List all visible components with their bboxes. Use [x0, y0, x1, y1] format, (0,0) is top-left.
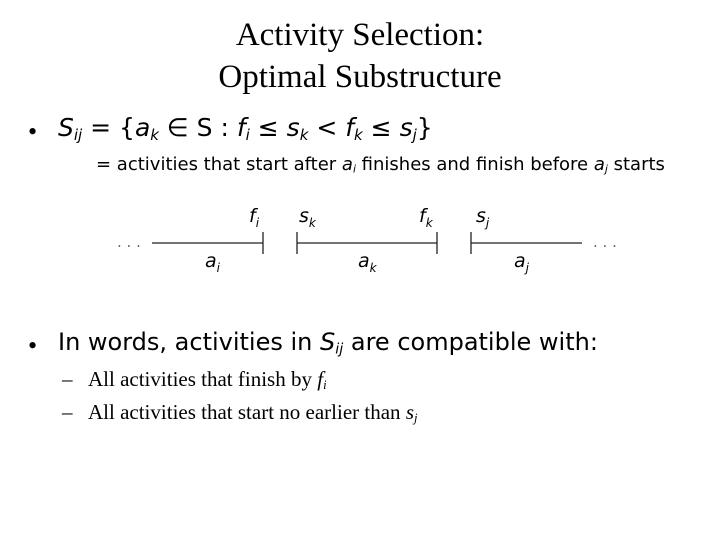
label-f-k: $f_k$ — [419, 205, 433, 230]
expl-a2-symbol: a — [593, 154, 605, 175]
s-symbol: s — [286, 113, 300, 142]
expl-a-symbol: a — [341, 154, 353, 175]
le2-symbol: ≤ — [362, 113, 400, 142]
ellipsis-left: . . . — [117, 233, 141, 251]
expl-part-2: finishes and finish before — [355, 154, 594, 175]
expl-a-subscript: i — [352, 162, 356, 176]
definition-explanation — [96, 154, 665, 176]
dash-marker: – — [62, 400, 73, 424]
timeline-diagram — [0, 195, 720, 295]
bullet-marker-2: • — [28, 331, 38, 360]
s2-subscript: j — [412, 125, 417, 144]
sub-item-var: s — [405, 400, 414, 424]
sub-item-text: All activities that start no earlier than — [88, 400, 406, 424]
sub-item-var: f — [317, 367, 324, 391]
f-symbol: f — [236, 113, 246, 142]
label-a-k: $a_k$ — [358, 250, 377, 275]
expl-part-3: starts — [607, 154, 665, 175]
sub-item-var-subscript: j — [414, 411, 418, 426]
f-subscript: i — [245, 125, 250, 144]
bullet-marker: • — [28, 117, 38, 146]
expl-a2-subscript: j — [604, 162, 608, 176]
words-set-subscript: ij — [335, 341, 344, 358]
member-of-S: ∈ S : — [158, 113, 237, 142]
words-part-1: In words, activities in — [58, 328, 321, 356]
f2-subscript: k — [354, 125, 363, 144]
slide-title — [0, 14, 720, 98]
sub-item-start-after — [62, 400, 418, 426]
words-set-symbol: S — [320, 328, 336, 356]
equals-open: = { — [82, 113, 135, 142]
label-s-k: $s_k$ — [299, 205, 316, 230]
elem-symbol: a — [134, 113, 151, 142]
expl-part-1: = activities that start after — [96, 154, 342, 175]
ellipsis-right: . . . — [593, 233, 617, 251]
f2-symbol: f — [345, 113, 355, 142]
lt-symbol: < — [308, 113, 346, 142]
le-symbol: ≤ — [249, 113, 287, 142]
s-subscript: k — [299, 125, 309, 144]
sub-item-var-subscript: i — [323, 378, 327, 393]
close-brace: } — [416, 113, 433, 142]
title-line-2: Optimal Substructure — [218, 59, 502, 95]
set-subscript: ij — [73, 125, 83, 144]
label-s-j: $s_j$ — [476, 205, 490, 230]
interval-a-j — [471, 232, 582, 254]
label-f-i: $f_i$ — [249, 205, 260, 230]
label-a-i: $a_i$ — [205, 250, 220, 275]
words-part-2: are compatible with: — [343, 328, 598, 356]
set-symbol: S — [58, 113, 74, 142]
elem-subscript: k — [150, 125, 159, 144]
title-line-1: Activity Selection: — [235, 17, 485, 53]
set-definition — [58, 113, 433, 144]
sub-item-finish-by — [62, 367, 327, 393]
dash-marker: – — [62, 367, 73, 391]
s2-symbol: s — [399, 113, 413, 142]
sub-item-text: All activities that finish by — [88, 367, 318, 391]
label-a-j: $a_j$ — [514, 250, 529, 275]
in-words-statement — [58, 328, 598, 358]
